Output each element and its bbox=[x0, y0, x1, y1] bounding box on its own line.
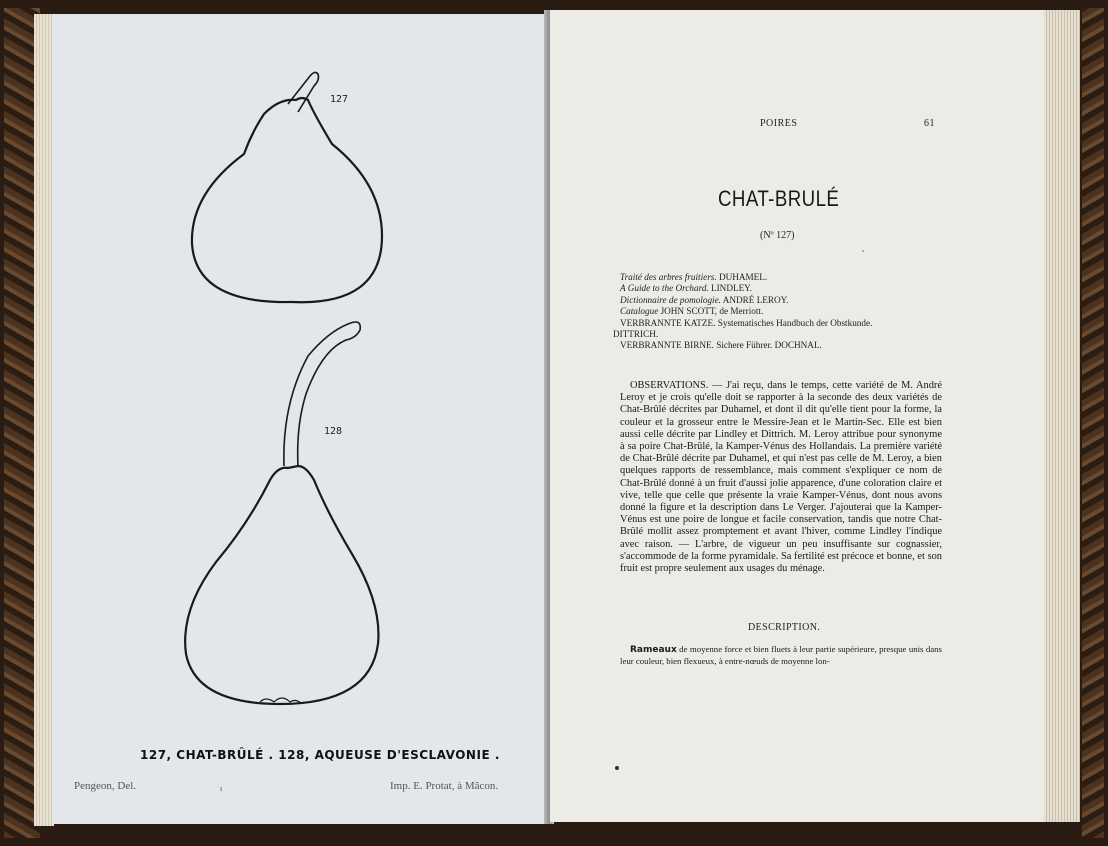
description-lead: Rameaux bbox=[630, 645, 677, 655]
page-number: 61 bbox=[924, 118, 935, 129]
pear-128-stem bbox=[284, 322, 360, 466]
references-list bbox=[613, 272, 950, 352]
paper-speck bbox=[862, 250, 864, 252]
reference-item: VERBRANNTE KATZE. Systematisches Handbuch der Obstkunde. bbox=[620, 317, 873, 328]
pear-127-outline bbox=[192, 98, 382, 302]
variety-number: (Nº 127) bbox=[760, 230, 795, 241]
description-paragraph bbox=[620, 644, 942, 668]
reference-item: VERBRANNTE BIRNE. Sichere Führer. DOCHNAL. bbox=[620, 340, 822, 351]
artist-credit: Pengeon, Del. bbox=[74, 780, 137, 792]
figure-128-number: 128 bbox=[324, 426, 343, 437]
running-head: POIRES bbox=[760, 118, 798, 129]
figure-127-number: 127 bbox=[330, 94, 349, 105]
paper-speck bbox=[615, 766, 619, 770]
observations-paragraph: OBSERVATIONS. — J'ai reçu, dans le temps, cette variété de M. André Leroy et je crois qu'elle doit se rapporter à la seconde des deux variétés de Chat-Brûlé décrites par Duhamel, et dont il dit qu'elle tient pour la forme, la couleur et la grosseur entre le Messire-Jean et le Martin-Sec. Elle est bien aussi celle décrite par Lindley et Dittrich. M. Leroy attribue pour synonyme à sa poire Chat-Brûlé, la Kamper-Vénus des Hollandais. La première variété de Chat-Brûlé décrite par Duhamel, et qui n'est pas celle de M. Leroy, a bien quelques rapports de ressemblance, mais comment s'expliquer ce nom de Chat-Brûlé donné à un fruit d'aussi jolie apparence, d'une coloration claire et vive, telle que celle que présente la vraie Kamper-Vénus, dont nous avons donné la figure et la description dans Le Verger. J'ajouterai que la Kamper-Vénus est une poire de longue et facile conservation, tandis que notre Chat-Brûlé mollit assez promptement et avant l'hiver, comme Lindley l'indique avec raison. — L'arbre, de vigueur un peu insuffisante sur cognassier, s'accommode de la forme pyramidale. Sa fertilité est précoce et bonne, et son fruit est propre seulement aux usages du ménage. bbox=[620, 380, 942, 575]
marbled-cover-right bbox=[1082, 8, 1104, 838]
reference-item: Dictionnaire de pomologie. ANDRÉ LEROY. bbox=[620, 294, 789, 305]
pear-127-drawing bbox=[192, 72, 382, 302]
variety-title: CHAT-BRULÉ bbox=[718, 186, 840, 211]
reference-item: Traité des arbres fruitiers. DUHAMEL. bbox=[620, 272, 768, 282]
page-edges-left bbox=[34, 14, 54, 826]
page-edges-right bbox=[1044, 10, 1080, 822]
left-page bbox=[52, 14, 548, 824]
description-text: de moyenne force et bien fluets à leur partie supérieure, presque unis dans leur couleur, bien flexueux, à entre-nœuds de moyenne lon- bbox=[620, 644, 942, 667]
reference-item: DITTRICH. bbox=[613, 329, 659, 340]
reference-item: Catalogue JOHN SCOTT, de Merriott. bbox=[620, 306, 764, 317]
description-heading: DESCRIPTION. bbox=[748, 622, 821, 633]
reference-item: A Guide to the Orchard. LINDLEY. bbox=[620, 283, 752, 294]
credit-mark: ı bbox=[220, 784, 223, 793]
pear-illustrations bbox=[52, 14, 548, 824]
pear-128-outline bbox=[185, 466, 378, 704]
pear-127-stem bbox=[288, 72, 319, 112]
pear-128-drawing bbox=[185, 322, 378, 704]
plate-caption: 127, CHAT-BRÛLÉ . 128, AQUEUSE D'ESCLAVONIE . bbox=[140, 748, 500, 762]
printer-credit: Imp. E. Protat, à Mâcon. bbox=[390, 780, 499, 792]
